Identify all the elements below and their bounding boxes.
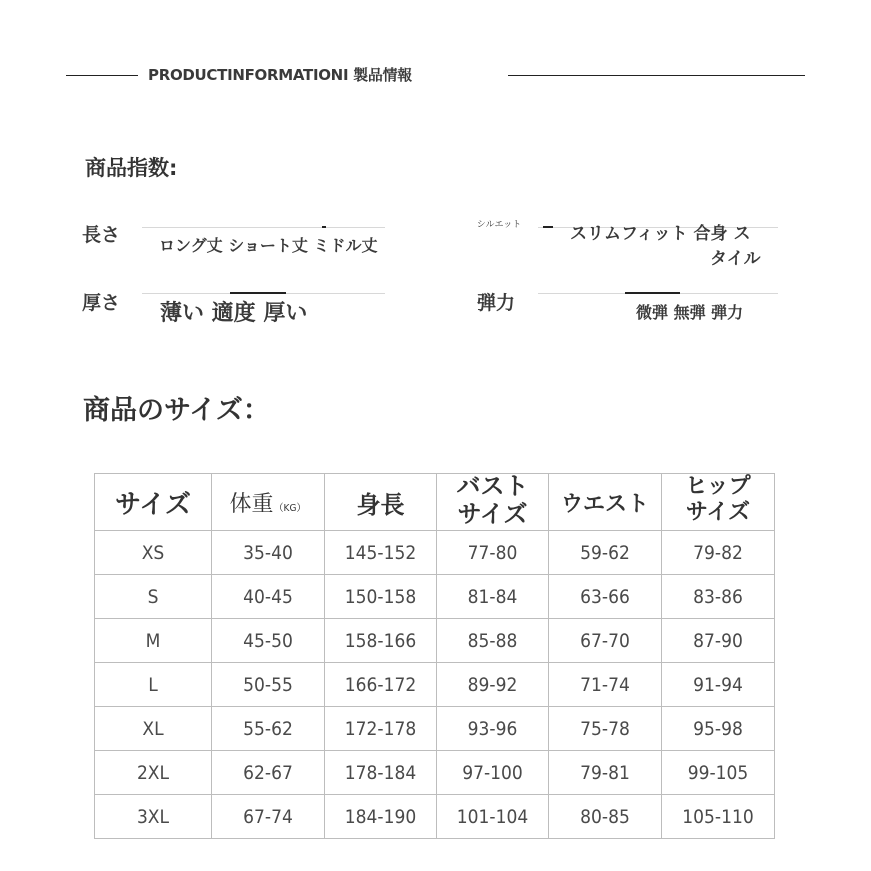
table-row [95,619,775,663]
header-weight: 体重（KG） [212,474,325,531]
header-size: サイズ [95,474,212,531]
cell-height: 172-178 [325,707,437,751]
scale-marker-silhouette [543,226,553,228]
attr-options-silhouette-line1: スリムフィット 合身 ス [570,224,751,244]
scale-marker-thickness [230,292,286,294]
header-bust: バスト サイズ [437,474,549,531]
cell-size: XL [95,707,212,751]
table-row [95,663,775,707]
cell-height: 166-172 [325,663,437,707]
table-row [95,795,775,839]
scale-line-length [142,227,385,228]
attr-label-silhouette: シルエット [476,220,522,230]
cell-size: XS [95,531,212,575]
cell-hip: 99-105 [662,751,775,795]
scale-marker-elasticity [625,292,680,294]
cell-weight: 50-55 [212,663,325,707]
table-row [95,707,775,751]
header-waist: ウエスト [549,474,662,531]
cell-waist: 71-74 [549,663,662,707]
cell-bust: 89-92 [437,663,549,707]
cell-weight: 35-40 [212,531,325,575]
size-table-header-row [95,474,775,531]
cell-waist: 59-62 [549,531,662,575]
cell-waist: 63-66 [549,575,662,619]
product-index-heading: 商品指数: [85,156,178,180]
cell-size: S [95,575,212,619]
cell-size: L [95,663,212,707]
cell-bust: 77-80 [437,531,549,575]
size-table [94,473,775,839]
attr-options-elasticity: 微弾 無弾 弾力 [636,303,744,322]
cell-height: 158-166 [325,619,437,663]
header-hip: ヒップ サイズ [662,474,775,531]
cell-waist: 75-78 [549,707,662,751]
cell-size: 2XL [95,751,212,795]
cell-weight: 55-62 [212,707,325,751]
cell-hip: 79-82 [662,531,775,575]
cell-bust: 101-104 [437,795,549,839]
attr-options-length: ロング丈 ショート丈 ミドル丈 [159,236,378,255]
cell-weight: 67-74 [212,795,325,839]
attr-options-thickness: 薄い 適度 厚い [160,301,308,326]
attr-options-silhouette-line2: タイル [710,249,761,269]
cell-height: 184-190 [325,795,437,839]
banner-title: PRODUCTINFORMATIONI 製品情報 [148,66,412,84]
size-section-heading: 商品のサイズ： [83,395,270,426]
cell-height: 178-184 [325,751,437,795]
cell-height: 150-158 [325,575,437,619]
header-height: 身長 [325,474,437,531]
cell-hip: 91-94 [662,663,775,707]
table-row [95,751,775,795]
cell-waist: 67-70 [549,619,662,663]
banner-rule-right [508,75,805,76]
banner-rule-left [66,75,138,76]
attr-label-elasticity: 弾力 [477,292,516,314]
cell-size: M [95,619,212,663]
attr-label-length: 長さ [82,224,121,246]
cell-hip: 87-90 [662,619,775,663]
cell-waist: 79-81 [549,751,662,795]
cell-bust: 81-84 [437,575,549,619]
cell-weight: 62-67 [212,751,325,795]
cell-bust: 97-100 [437,751,549,795]
cell-waist: 80-85 [549,795,662,839]
scale-marker-length [322,226,326,228]
cell-weight: 45-50 [212,619,325,663]
table-row [95,575,775,619]
cell-weight: 40-45 [212,575,325,619]
cell-size: 3XL [95,795,212,839]
attr-label-thickness: 厚さ [82,292,121,314]
cell-hip: 83-86 [662,575,775,619]
cell-hip: 95-98 [662,707,775,751]
cell-hip: 105-110 [662,795,775,839]
cell-height: 145-152 [325,531,437,575]
cell-bust: 85-88 [437,619,549,663]
cell-bust: 93-96 [437,707,549,751]
table-row [95,531,775,575]
